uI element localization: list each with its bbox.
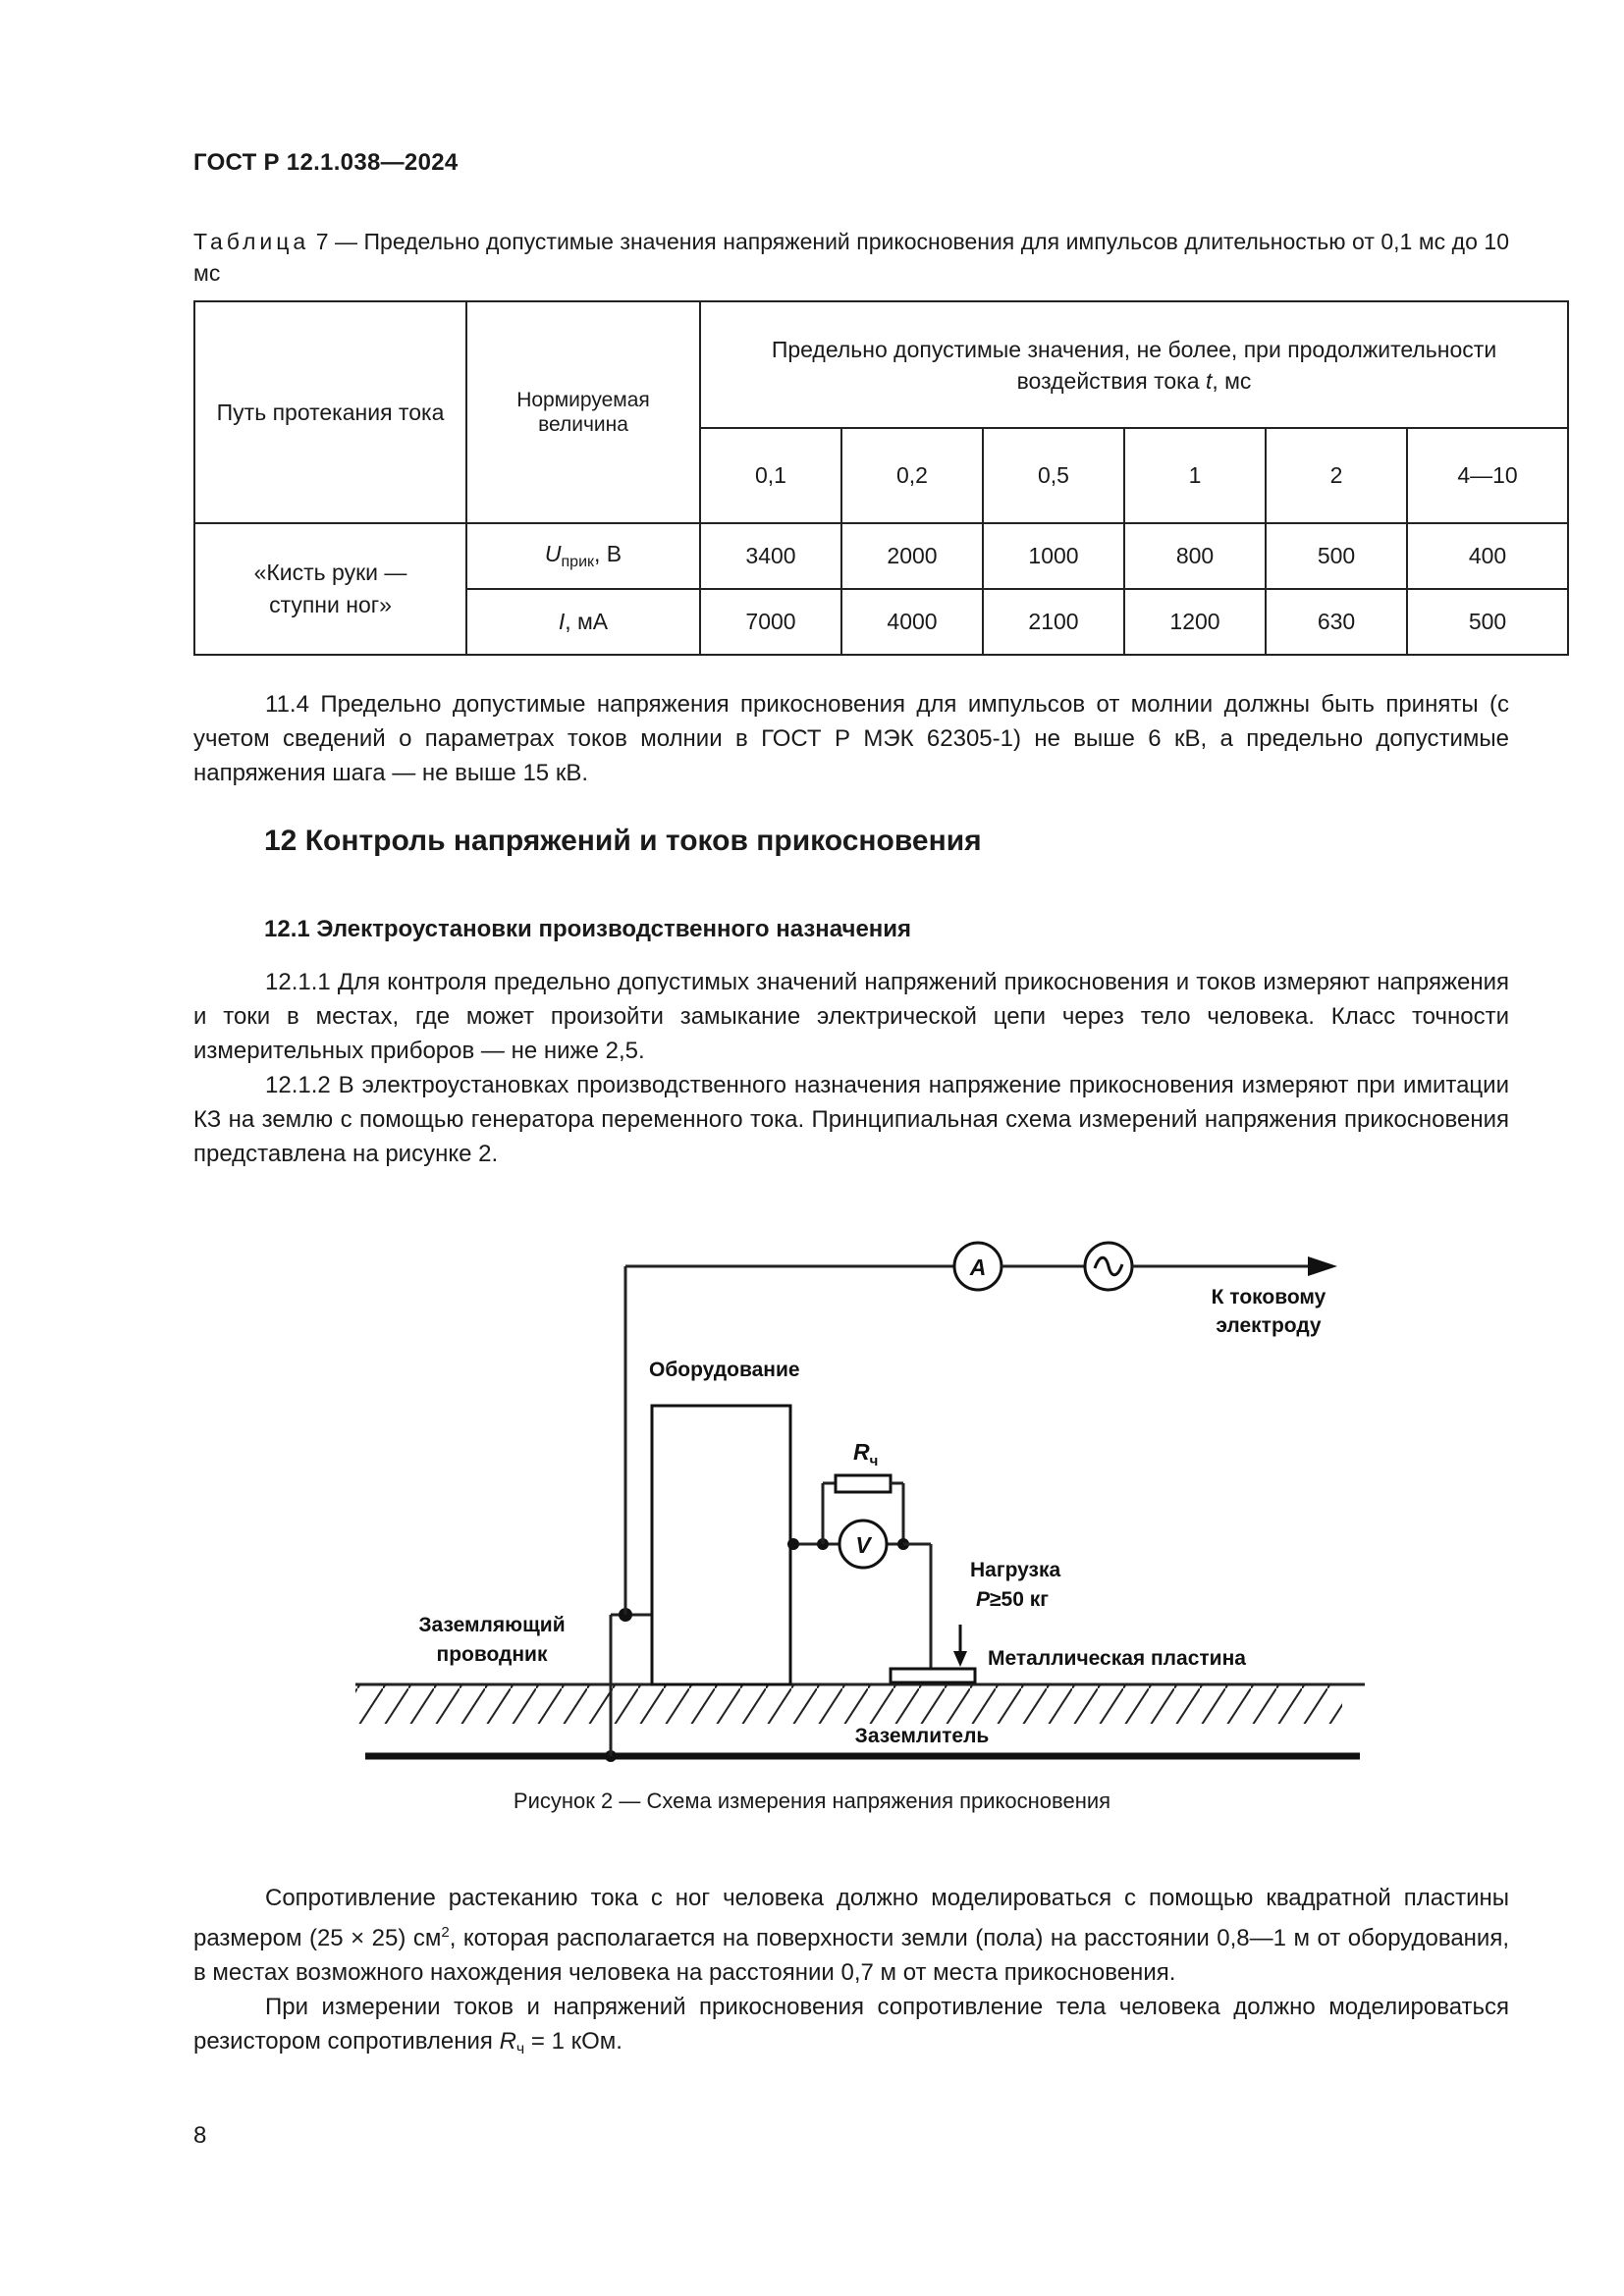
earth-electrode-label: Заземлитель <box>854 1725 990 1747</box>
quantity-unit: , мА <box>565 609 609 634</box>
duration-cell: 4—10 <box>1407 428 1568 523</box>
duration-cell: 2 <box>1266 428 1407 523</box>
limits-unit: , мс <box>1212 367 1252 394</box>
value-cell: 7000 <box>700 589 841 655</box>
paragraphs-12-1 <box>193 965 1509 1171</box>
ground-conductor-label-1: Заземляющий <box>418 1614 566 1636</box>
value-cell: 800 <box>1124 523 1266 589</box>
body-text-1: При измерении токов и напряжений прикосновения сопротивление тела человека должно моделироваться резистором сопротивления <box>193 1994 1509 2055</box>
quantity-cell-current <box>466 589 700 655</box>
paragraph-11-4 <box>193 687 1509 790</box>
resistance-text-2: , которая располагается на поверхности земли (пола) на расстоянии 0,8—1 м от оборудования, в местах возможного нахождения человека на расстоянии 0,7 м от места прикосновения. <box>193 1925 1509 1986</box>
equipment-label: Оборудование <box>649 1359 800 1381</box>
paragraphs-closing <box>193 1881 1509 2066</box>
page-number: 8 <box>193 2122 207 2149</box>
touch-voltage-table <box>193 300 1569 656</box>
figure-2-diagram <box>0 1217 1624 1767</box>
arrow-down-icon <box>953 1651 967 1667</box>
quantity-subscript: прик <box>561 554 594 570</box>
resistance-text-1: Сопротивление растеканию тока с ног человека должно моделироваться с помощью квадратной пластины размером (25 × 25) см <box>193 1885 1509 1951</box>
resistance-superscript: 2 <box>441 1924 450 1941</box>
resistor-symbol <box>836 1475 891 1492</box>
value-cell: 2000 <box>841 523 983 589</box>
paragraph-12-1-2: 12.1.2 В электроустановках производственного назначения напряжение прикосновения измеряют при имитации КЗ на землю с помощью генератора переменного тока. Принципиальная схема измерений напряжения прикосновения представлена на рисунке 2. <box>193 1072 1509 1167</box>
resistor-label <box>853 1439 878 1469</box>
figure-caption: Рисунок 2 — Схема измерения напряжения прикосновения <box>513 1789 1111 1813</box>
duration-cell: 0,1 <box>700 428 841 523</box>
paragraph-text: 11.4 Предельно допустимые напряжения прикосновения для импульсов от молнии должны быть приняты (с учетом сведений о параметрах токов молнии в ГОСТ Р МЭК 62305-1) не выше 6 кВ, а предельно допустимые напряжения шага — не выше 15 кВ. <box>193 691 1509 786</box>
resistor-symbol-letter: R <box>853 1439 870 1465</box>
equipment-box <box>652 1406 790 1684</box>
metal-plate <box>891 1669 975 1682</box>
body-subscript: ч <box>515 2041 525 2057</box>
limits-text: Предельно допустимые значения, не более, при продолжительности воздействия тока <box>771 336 1497 394</box>
to-electrode-label-1: К токовому <box>1211 1286 1326 1308</box>
plate-label: Металлическая пластина <box>988 1647 1246 1670</box>
limits-var: t <box>1205 367 1213 394</box>
quantity-symbol: U <box>544 541 562 566</box>
voltmeter-letter: V <box>855 1532 871 1558</box>
quantity-symbol: I <box>558 609 566 634</box>
ground-hatching <box>355 1684 1342 1724</box>
body-text-2: = 1 кОм. <box>524 2028 623 2055</box>
table-caption-text: — Предельно допустимые значения напряжений прикосновения для импульсов длительностью от 0,1 мс до 10 мс <box>193 229 1509 286</box>
table-header-limits <box>700 301 1568 428</box>
resistor-subscript: ч <box>869 1453 879 1469</box>
ground-conductor-label-2: проводник <box>436 1643 548 1666</box>
paragraph-resistance <box>193 1881 1509 1990</box>
load-var: P <box>976 1588 991 1611</box>
table-caption-label: Таблица <box>193 229 310 254</box>
arrow-right-icon <box>1308 1256 1337 1276</box>
value-cell: 500 <box>1266 523 1407 589</box>
value-cell: 400 <box>1407 523 1568 589</box>
table-path-cell: «Кисть руки — ступни ног» <box>194 523 466 655</box>
value-cell: 1000 <box>983 523 1124 589</box>
paragraph-body-resistance <box>193 1990 1509 2066</box>
load-label-1: Нагрузка <box>970 1559 1061 1581</box>
table-header-path: Путь протекания тока <box>194 301 466 523</box>
document-header: ГОСТ Р 12.1.038—2024 <box>193 149 459 176</box>
value-cell: 2100 <box>983 589 1124 655</box>
quantity-cell-voltage <box>466 523 700 589</box>
paragraph-12-1-1: 12.1.1 Для контроля предельно допустимых значений напряжений прикосновения и токов измеряют напряжения и токи в местах, где может произойти замыкание электрической цепи через тело человека. Класс точности измерительных приборов — не ниже 2,5. <box>193 969 1509 1064</box>
duration-cell: 1 <box>1124 428 1266 523</box>
quantity-unit: , В <box>594 541 623 566</box>
value-cell: 630 <box>1266 589 1407 655</box>
to-electrode-label-2: электроду <box>1216 1314 1322 1337</box>
ammeter-letter: A <box>969 1255 987 1280</box>
load-value: ≥50 кг <box>990 1588 1049 1611</box>
body-symbol: R <box>499 2028 516 2055</box>
value-cell: 4000 <box>841 589 983 655</box>
table-header-quantity: Нормируемая величина <box>466 301 700 523</box>
duration-cell: 0,5 <box>983 428 1124 523</box>
subsection-heading-12-1: 12.1 Электроустановки производственного назначения <box>264 916 912 942</box>
table-caption-number: 7 <box>315 229 329 254</box>
table-caption <box>193 226 1509 289</box>
value-cell: 1200 <box>1124 589 1266 655</box>
section-heading-12: 12 Контроль напряжений и токов прикосновения <box>264 825 982 857</box>
value-cell: 3400 <box>700 523 841 589</box>
contact-dot <box>787 1538 799 1550</box>
value-cell: 500 <box>1407 589 1568 655</box>
load-label-2 <box>976 1588 1049 1611</box>
duration-cell: 0,2 <box>841 428 983 523</box>
